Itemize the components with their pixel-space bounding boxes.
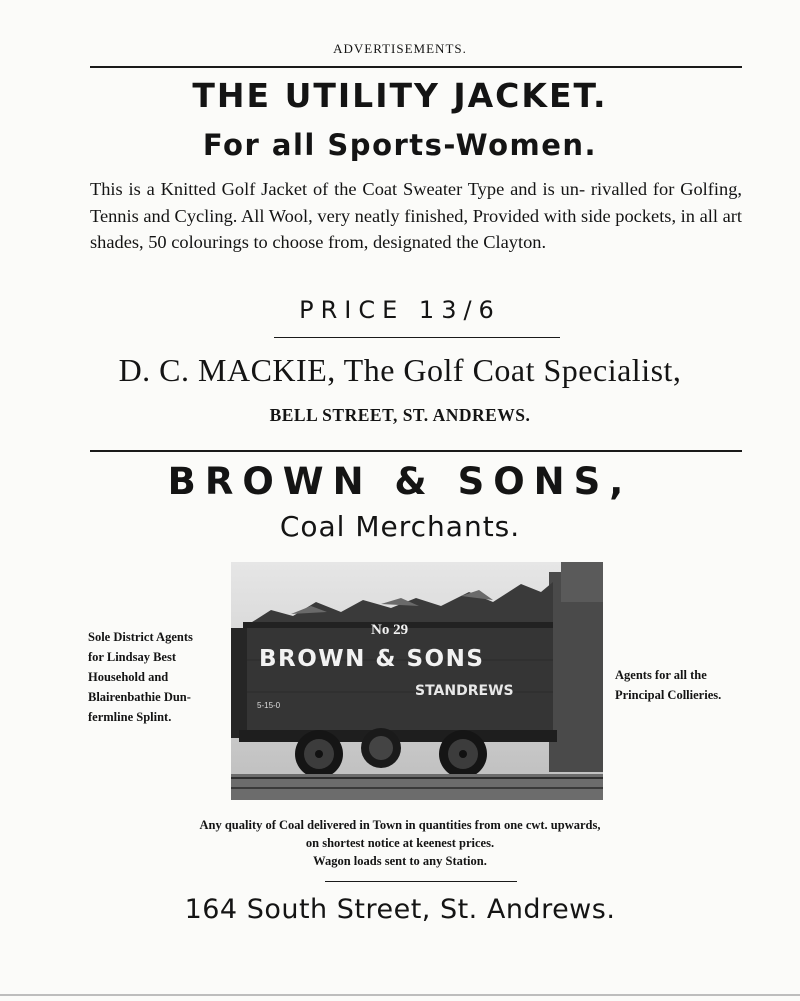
agents-collieries-line: Principal Collieries. <box>615 688 722 702</box>
utility-jacket-description: This is a Knitted Golf Jacket of the Coat Sweater Type and is un- rivalled for Golfing, Tennis and Cycling. All Wool, very neatly finished, Provided with side pockets, in all art shades, 50 colourings to choose from, designated the Clayton. <box>90 179 742 252</box>
sole-agents-line: Sole District Agents <box>88 630 193 644</box>
wagon-number: No 29 <box>371 622 409 638</box>
brown-sons-address: 164 South Street, St. Andrews. <box>184 894 616 925</box>
delivery-notice-line: Wagon loads sent to any Station. <box>313 854 487 868</box>
utility-jacket-price: PRICE 13/6 <box>299 296 501 324</box>
wagon-town: STANDREWS <box>415 683 514 699</box>
agents-collieries-line: Agents for all the <box>615 668 707 682</box>
delivery-notice <box>0 816 800 870</box>
utility-jacket-title: THE UTILITY JACKET. <box>192 76 608 115</box>
sole-agents-line: for Lindsay Best <box>88 650 176 664</box>
utility-jacket-subtitle: For all Sports-Women. <box>202 128 598 162</box>
mackie-merchant-name: D. C. MACKIE, The Golf Coat Specialist, <box>118 352 682 388</box>
sole-agents-line: Household and <box>88 670 169 684</box>
agents-collieries-note <box>615 665 765 705</box>
coal-wagon-photo <box>231 562 603 800</box>
brown-sons-title: BROWN & SONS, <box>167 460 633 503</box>
wagon-name: BROWN & SONS <box>259 646 485 672</box>
running-head: ADVERTISEMENTS. <box>333 41 467 56</box>
delivery-notice-line: Any quality of Coal delivered in Town in quantities from one cwt. upwards, <box>199 818 601 832</box>
sole-agents-line: Blairenbathie Dun- <box>88 690 191 704</box>
brown-sons-subtitle: Coal Merchants. <box>279 510 521 543</box>
page-edge <box>0 994 800 996</box>
price-divider <box>274 337 560 338</box>
wagon-tare: 5-15-0 <box>257 701 281 710</box>
sole-agents-note <box>88 627 228 727</box>
section-divider <box>90 450 742 452</box>
sole-agents-line: fermline Splint. <box>88 710 172 724</box>
top-rule <box>90 66 742 68</box>
mackie-address: BELL STREET, ST. ANDREWS. <box>269 405 531 425</box>
address-divider <box>325 881 517 882</box>
delivery-notice-line: on shortest notice at keenest prices. <box>305 836 495 850</box>
